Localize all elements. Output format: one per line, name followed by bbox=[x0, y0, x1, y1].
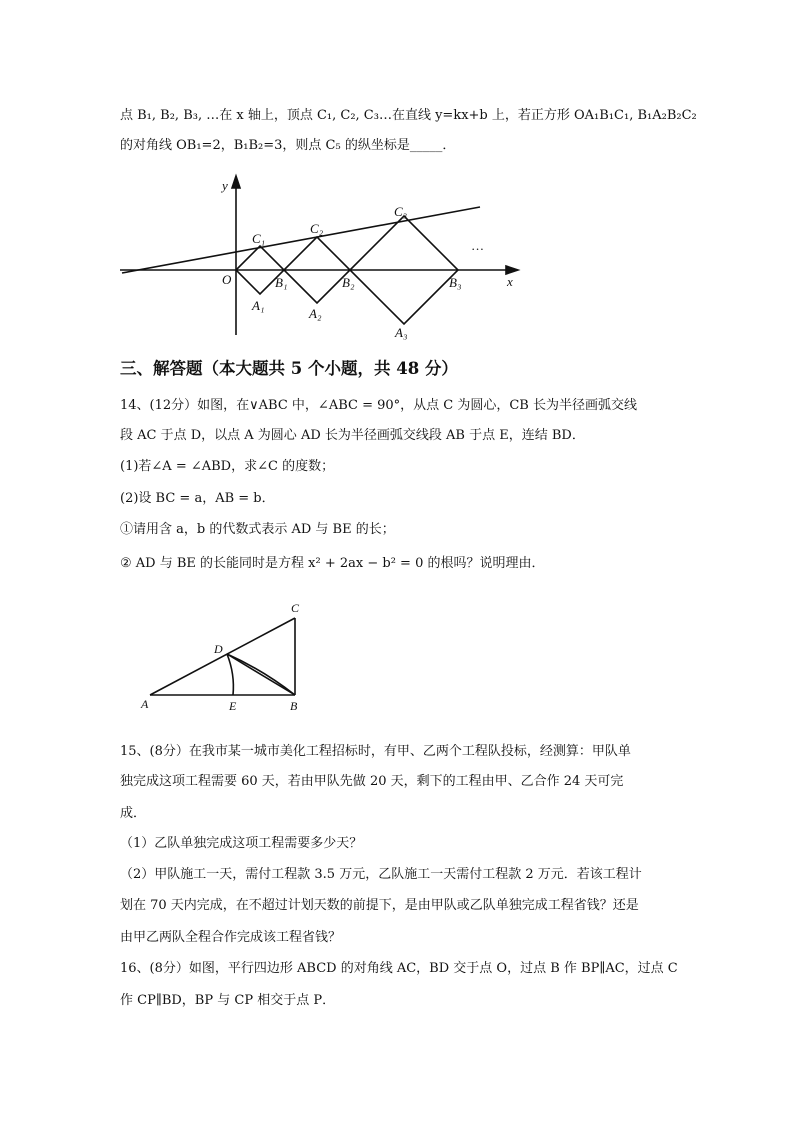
label-C2: C₂ bbox=[310, 221, 324, 236]
label-A1: A₁ bbox=[252, 298, 265, 313]
label-B: B bbox=[290, 699, 298, 713]
label-x: x bbox=[507, 274, 513, 289]
q13-line-2: 的对角线 OB₁=2，B₁B₂=3，则点 C₅ 的纵坐标是_____． bbox=[120, 138, 456, 153]
label-B1: B₁ bbox=[275, 275, 288, 290]
segment-AC bbox=[150, 618, 295, 695]
label-A2: A₂ bbox=[309, 306, 322, 321]
label-O: O bbox=[222, 272, 232, 287]
q16-line-1: 16、(8分）如图，平行四边形 ABCD 的对角线 AC，BD 交于点 O，过点 B 作 BP∥AC，过点 C bbox=[120, 961, 678, 976]
label-A: A bbox=[141, 697, 149, 711]
label-y: y bbox=[222, 178, 228, 193]
q14-line-2: 段 AC 于点 D，以点 A 为圆心 AD 长为半径画弧交线段 AB 于点 E，连结 BD． bbox=[120, 428, 585, 443]
q14-line-3: (1)若∠A = ∠ABD，求∠C 的度数； bbox=[120, 459, 335, 474]
x-axis-arrow bbox=[506, 266, 518, 274]
label-C: C bbox=[291, 601, 300, 615]
q16-line-2: 作 CP∥BD，BP 与 CP 相交于点 P． bbox=[120, 993, 336, 1008]
q15-line-5: （2）甲队施工一天，需付工程款 3.5 万元，乙队施工一天需付工程款 2 万元．若该工程计 bbox=[120, 867, 642, 882]
q14-figure bbox=[135, 598, 315, 716]
label-D: D bbox=[214, 642, 223, 656]
q13-figure bbox=[110, 170, 530, 340]
q15-line-3: 成． bbox=[120, 806, 147, 821]
q14-line-4: (2)设 BC = a，AB = b． bbox=[120, 491, 275, 506]
q15-line-1: 15、(8分）在我市某一城市美化工程招标时，有甲、乙两个工程队投标，经测算：甲队单 bbox=[120, 744, 631, 759]
label-E: E bbox=[229, 699, 237, 713]
y-axis-arrow bbox=[232, 176, 240, 188]
label-B3: B₃ bbox=[449, 275, 462, 290]
label-A3: A₃ bbox=[395, 325, 408, 340]
arc-centered-A bbox=[227, 654, 233, 695]
label-C3: C₃ bbox=[394, 204, 408, 219]
q15-line-4: （1）乙队单独完成这项工程需要多少天？ bbox=[120, 836, 363, 851]
label-B2: B₂ bbox=[342, 275, 355, 290]
label-C1: C₁ bbox=[252, 231, 266, 246]
line-y-kx-b bbox=[122, 207, 480, 273]
segment-BD bbox=[227, 654, 295, 695]
q14-line-5: ①请用含 a，b 的代数式表示 AD 与 BE 的长； bbox=[120, 522, 395, 537]
q13-line-1: 点 B₁, B₂, B₃, …在 x 轴上，顶点 C₁, C₂, C₃…在直线 y=kx+b 上，若正方形 OA₁B₁C₁, B₁A₂B₂C₂ bbox=[120, 108, 697, 123]
q15-line-7: 由甲乙两队全程合作完成该工程省钱？ bbox=[120, 930, 342, 945]
q15-line-2: 独完成这项工程需要 60 天，若由甲队先做 20 天，剩下的工程由甲、乙合作 24 天可完 bbox=[120, 774, 624, 789]
q14-line-6: ② AD 与 BE 的长能同时是方程 x² + 2ax − b² = 0 的根吗？说明理由． bbox=[120, 556, 545, 571]
section-3-title: 三、解答题（本大题共 5 个小题，共 48 分） bbox=[120, 359, 458, 378]
label-dots: … bbox=[472, 238, 484, 253]
q14-line-1: 14、(12分）如图，在∨ABC 中，∠ABC = 90°，从点 C 为圆心，CB 长为半径画弧交线 bbox=[120, 398, 637, 413]
q15-line-6: 划在 70 天内完成，在不超过计划天数的前提下，是由甲队或乙队单独完成工程省钱？还是 bbox=[120, 898, 639, 913]
